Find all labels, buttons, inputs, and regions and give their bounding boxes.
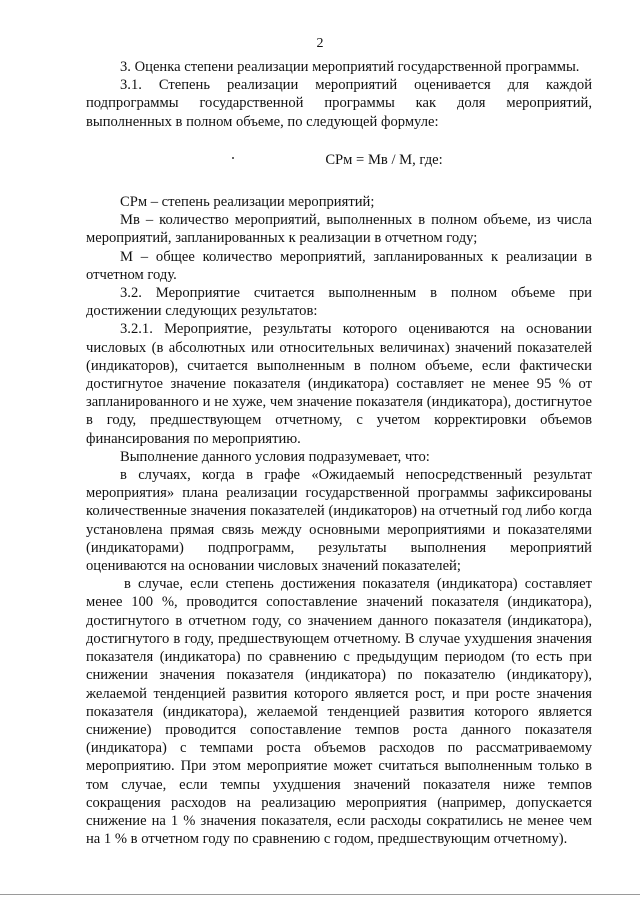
page-number: 2	[316, 36, 324, 51]
formula: СРм = Мв / М, где:	[325, 151, 443, 168]
paragraph-3-2: 3.2. Мероприятие считается выполненным в полном объеме при достижении следующих результатов:	[86, 285, 592, 320]
paragraph-case-quantitative: в случаях, когда в графе «Ожидаемый непосредственный результат мероприятия» плана реализации государственной программы зафиксированы количественные значения показателей (индикаторов) на отчетный год либо когда установлена прямая связь между основными мероприятиями и показателями (индикаторами) подпрограмм, результаты выполнения мероприятий оцениваются на основании числовых значений показателей;	[86, 467, 592, 575]
definition-srm: СРм – степень реализации мероприятий;	[120, 194, 375, 211]
definition-m: М – общее количество мероприятий, запланированных к реализации в отчетном году.	[86, 248, 592, 283]
definition-mv: Мв – количество мероприятий, выполненных в полном объеме, из числа мероприятий, запланированных к реализации в отчетном году;	[86, 212, 592, 247]
section-heading-3: 3. Оценка степени реализации мероприятий государственной программы.	[120, 59, 580, 75]
scan-bottom-edge	[0, 894, 640, 895]
paragraph-3-2-1: 3.2.1. Мероприятие, результаты которого оцениваются на основании числовых (в абсолютных или относительных величинах) значений показателей (индикаторов), считается выполненным в полном объеме, если фактически достигнутое значение показателя (индикатора) составляет не менее 95 % от запланированного и не хуже, чем значение показателя (индикатора), достигнутое в году, предшествующем отчетному, с учетом корректировки объемов финансирования по мероприятию.	[86, 321, 592, 447]
document-body	[86, 58, 592, 848]
paragraph-case-below-100: в случае, если степень достижения показателя (индикатора) составляет менее 100 %, проводится сопоставление значений показателя (индикатора), достигнутого в отчетном году, со значением данного показателя (индикатора), достигнутого в году, предшествующем отчетному. В случае ухудшения значения показателя (индикатора) по сравнению с предыдущим периодом (то есть при снижении значения показателя (индикатора) по показателю (индикатору), желаемой тенденцией развития которого является рост, и при росте значения показателя (индикатора), желаемой тенденцией развития которого является снижение) проводится сопоставление темпов роста данного показателя (индикатора) с темпами роста объемов расходов по рассматриваемому мероприятию. При этом мероприятие может считаться выполненным только в том случае, если темпы ухудшения значений показателя ниже темпов сокращения расходов на реализацию мероприятия (например, допускается снижение на 1 % значения показателя, если расходы сократились не менее чем на 1 % в отчетном году по сравнению с годом, предшествующим отчетному).	[86, 576, 592, 848]
paragraph-condition-intro: Выполнение данного условия подразумевает, что:	[120, 448, 430, 465]
paragraph-3-1: 3.1. Степень реализации мероприятий оценивается для каждой подпрограммы государственной программы как доля мероприятий, выполненных в полном объеме, по следующей формуле:	[86, 77, 592, 130]
